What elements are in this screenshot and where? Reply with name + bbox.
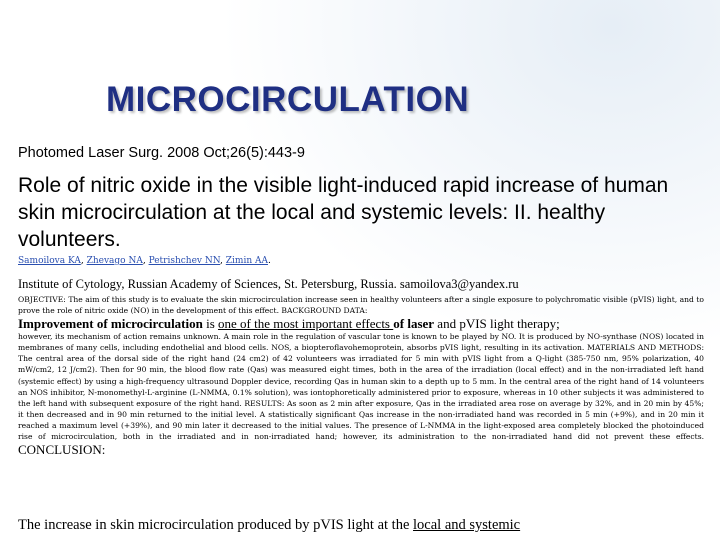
highlight-connector: is xyxy=(202,316,219,332)
highlight-important-effects: one of the most important effects xyxy=(218,316,394,332)
highlight-microcirculation: Improvement of microcirculation xyxy=(18,316,203,332)
journal-citation: Photomed Laser Surg. 2008 Oct;26(5):443-9 xyxy=(18,145,305,161)
conclusion-label: CONCLUSION: xyxy=(18,442,106,458)
author-separator: , xyxy=(220,256,226,266)
author-list xyxy=(18,256,271,266)
slide-title: MICROCIRCULATION xyxy=(106,80,470,119)
author-link[interactable]: Zhevago NA xyxy=(86,256,143,266)
author-list-end: . xyxy=(267,256,271,266)
highlight-laser: of laser xyxy=(393,316,435,332)
highlight-tail: and pVIS light therapy; xyxy=(434,316,560,332)
conclusion-text xyxy=(18,516,718,534)
author-separator: , xyxy=(80,256,87,266)
conclusion-sentence: The increase in skin microcirculation produced by pVIS light at the xyxy=(18,517,414,533)
author-link[interactable]: Zimin AA xyxy=(225,256,268,266)
conclusion-local-systemic: local and systemic xyxy=(413,517,521,533)
author-link[interactable]: Petrishchev NN xyxy=(148,256,221,266)
affiliation: Institute of Cytology, Russian Academy of Sciences, St. Petersburg, Russia. samoilova3@yandex.ru xyxy=(18,277,519,291)
abstract-body xyxy=(18,294,704,457)
abstract-objective: OBJECTIVE: The aim of this study is to evaluate the skin microcirculation increase seen in healthy volunteers after a single exposure to polychromatic visible (pVIS) light, and to prove the role of nitric oxide (NO) in the development of this effect. BACKGROUND DATA: xyxy=(18,295,704,316)
author-separator: , xyxy=(142,256,149,266)
abstract-methods-results: however, its mechanism of action remains unknown. A main role in the regulation of vascular tone is known to be played by NO. It is produced by NO-synthase (NOS) located in membranes of many cells, including endothelial and blood cells. NOS, a biopteroflavohemoprotein, absorbs pVIS light, resulting in its activation. MATERIALS AND METHODS: The central area of the dorsal side of the right hand (24 cm2) of 42 volunteers was irradiated for 5 min with pVIS light from a Q-light (385-750 nm, 95% polarization, 40 mW/cm2, 12 J/cm2). Then for 90 min, the blood flow rate (Qas) was measured eight times, both in the area of the irradiation (local effect) and in the non-irradiated left hand (systemic effect) by using a high-frequency ultrasound Doppler device, recording Qas in human skin to a depth up to 5 mm. In the central area of the right hand of 14 volunteers an NOS inhibitor, N-monomethyl-L-arginine (L-NMMA, 0.1% solution), was iontophoretically administered prior to exposure, whereas in 10 other subjects it was administered to the left hand with subsequent exposure of the right hand. RESULTS: As soon as 2 min after exposure, Qas in the irradiated area rose on average by 32%, and in 20 min by 45%; it then decreased and in 90 min returned to the initial level. A statistically significant Qas increase in the non-irradiated hand was recorded in 5 min (+9%), and in 20 min it reached a maximum level (+39%), and 90 min later it decreased to the initial values. The presence of L-NMMA in the light-exposed area completely blocked the photoinduced rise of microcirculation, both in the irradiated and in non-irradiated hand; however, its administration to the non-irradiated hand did not prevent these effects. xyxy=(18,332,704,442)
article-title: Role of nitric oxide in the visible light-induced rapid increase of human skin microcirculation at the local and systemic levels: II. healthy volunteers. xyxy=(18,174,669,251)
highlight-line xyxy=(18,316,704,331)
author-link[interactable]: Samoilova KA xyxy=(18,256,81,266)
